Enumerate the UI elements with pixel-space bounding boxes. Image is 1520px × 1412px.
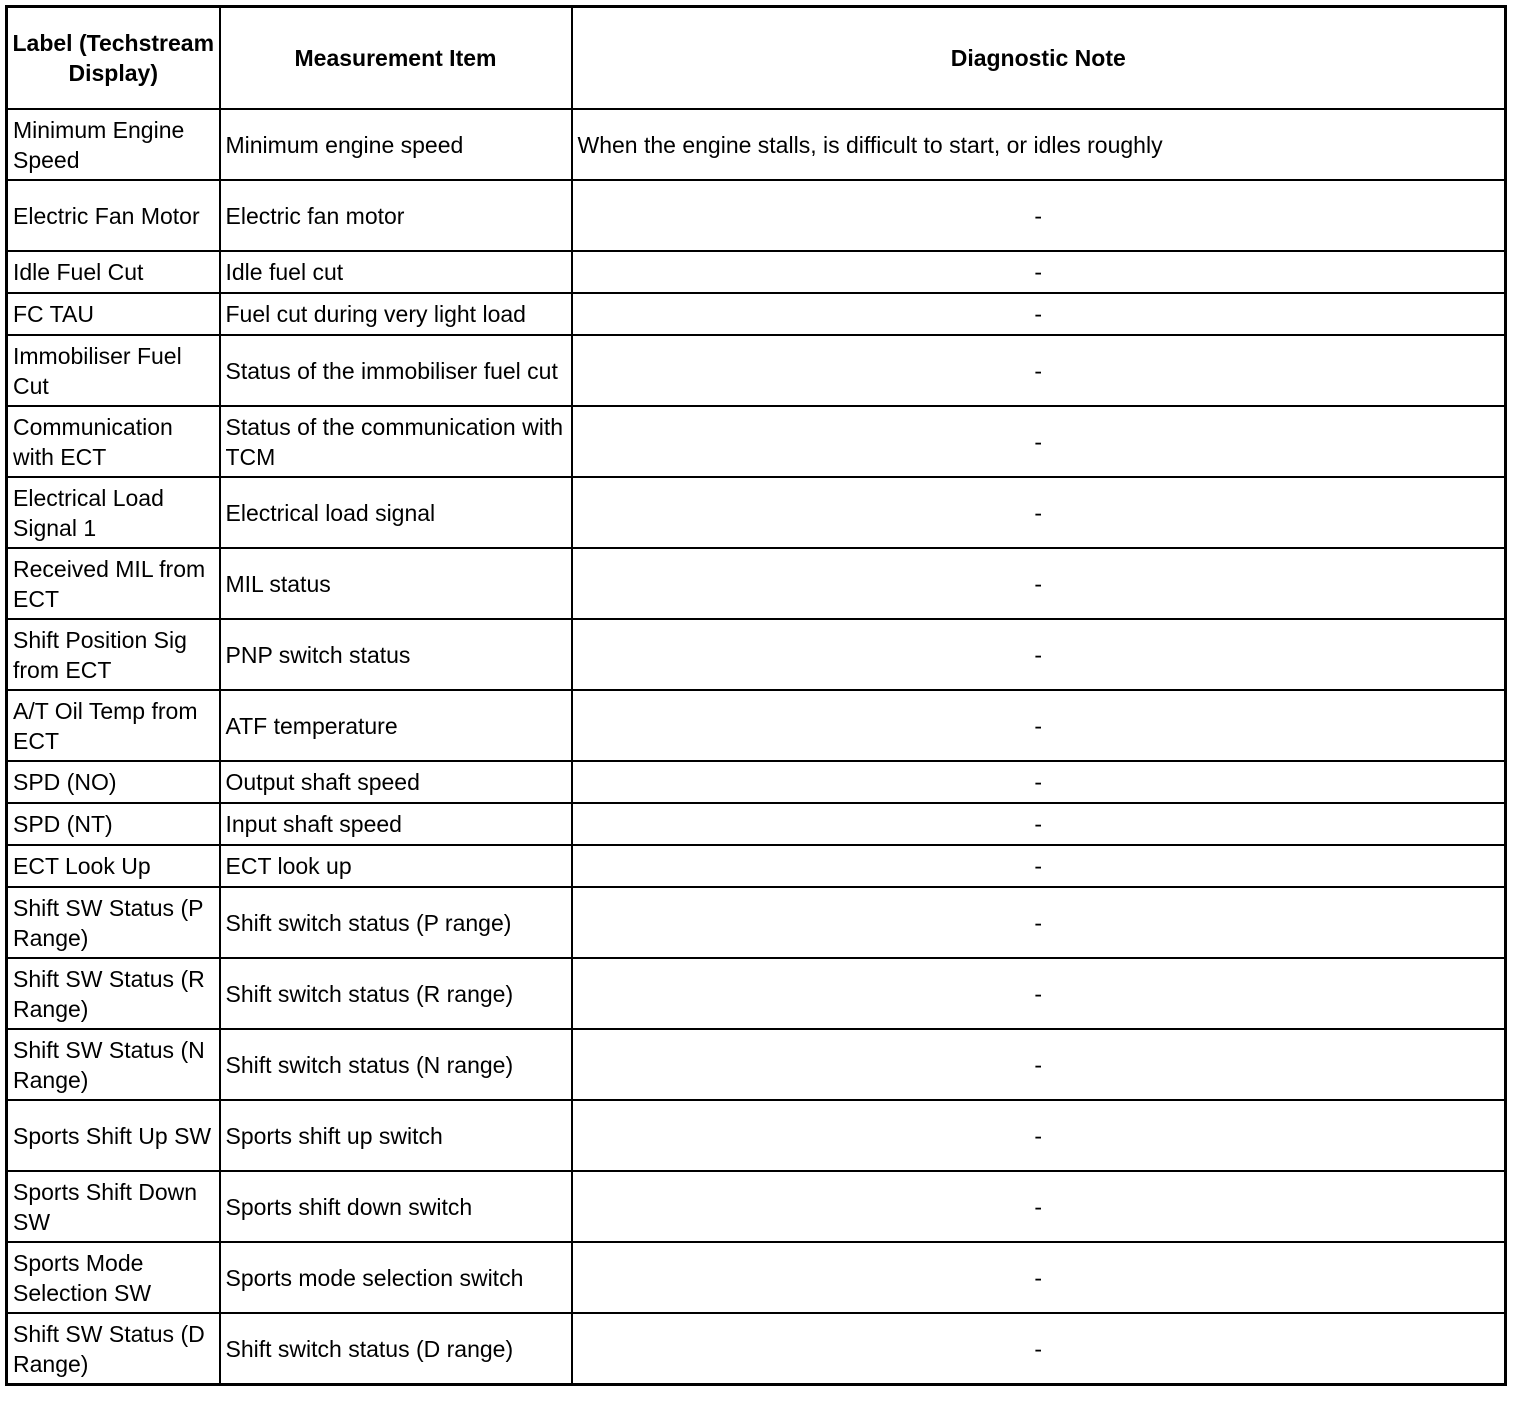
table-row <box>7 958 1506 1029</box>
table-body <box>7 109 1506 1385</box>
cell-note: - <box>572 619 1506 690</box>
table-row <box>7 548 1506 619</box>
header-diagnostic-note: Diagnostic Note <box>572 7 1506 110</box>
table-row <box>7 761 1506 803</box>
table-row <box>7 335 1506 406</box>
table-row <box>7 1313 1506 1385</box>
cell-label: Communication with ECT <box>7 406 220 477</box>
cell-label: Idle Fuel Cut <box>7 251 220 293</box>
table-row <box>7 1171 1506 1242</box>
cell-measurement: Fuel cut during very light load <box>220 293 572 335</box>
cell-measurement: Sports shift down switch <box>220 1171 572 1242</box>
table-row <box>7 477 1506 548</box>
cell-label: Sports Mode Selection SW <box>7 1242 220 1313</box>
cell-label: FC TAU <box>7 293 220 335</box>
cell-measurement: Status of the immobiliser fuel cut <box>220 335 572 406</box>
table-row <box>7 109 1506 180</box>
table-row <box>7 803 1506 845</box>
header-measurement-item: Measurement Item <box>220 7 572 110</box>
cell-note: When the engine stalls, is difficult to start, or idles roughly <box>572 109 1506 180</box>
cell-label: Sports Shift Down SW <box>7 1171 220 1242</box>
cell-note: - <box>572 180 1506 251</box>
cell-measurement: PNP switch status <box>220 619 572 690</box>
cell-measurement: Electric fan motor <box>220 180 572 251</box>
cell-measurement: Shift switch status (N range) <box>220 1029 572 1100</box>
cell-measurement: Status of the communication with TCM <box>220 406 572 477</box>
cell-measurement: Idle fuel cut <box>220 251 572 293</box>
cell-note: - <box>572 803 1506 845</box>
cell-label: Received MIL from ECT <box>7 548 220 619</box>
cell-note: - <box>572 958 1506 1029</box>
cell-label: Shift SW Status (N Range) <box>7 1029 220 1100</box>
cell-note: - <box>572 1029 1506 1100</box>
cell-note: - <box>572 251 1506 293</box>
cell-measurement: Sports shift up switch <box>220 1100 572 1171</box>
table-row <box>7 1100 1506 1171</box>
cell-note: - <box>572 548 1506 619</box>
cell-measurement: Electrical load signal <box>220 477 572 548</box>
table-row <box>7 293 1506 335</box>
cell-note: - <box>572 845 1506 887</box>
cell-measurement: Shift switch status (D range) <box>220 1313 572 1385</box>
table-row <box>7 887 1506 958</box>
cell-label: Shift SW Status (P Range) <box>7 887 220 958</box>
cell-note: - <box>572 1171 1506 1242</box>
cell-note: - <box>572 477 1506 548</box>
cell-note: - <box>572 335 1506 406</box>
table-row <box>7 180 1506 251</box>
cell-label: Shift SW Status (R Range) <box>7 958 220 1029</box>
cell-note: - <box>572 690 1506 761</box>
table-row <box>7 690 1506 761</box>
table-row <box>7 619 1506 690</box>
cell-note: - <box>572 406 1506 477</box>
cell-label: SPD (NT) <box>7 803 220 845</box>
cell-measurement: Input shaft speed <box>220 803 572 845</box>
cell-measurement: Shift switch status (R range) <box>220 958 572 1029</box>
cell-label: Electrical Load Signal 1 <box>7 477 220 548</box>
cell-note: - <box>572 1242 1506 1313</box>
data-list-table <box>5 5 1507 1386</box>
cell-label: Minimum Engine Speed <box>7 109 220 180</box>
cell-label: ECT Look Up <box>7 845 220 887</box>
cell-measurement: ECT look up <box>220 845 572 887</box>
cell-label: SPD (NO) <box>7 761 220 803</box>
cell-note: - <box>572 761 1506 803</box>
cell-label: Shift SW Status (D Range) <box>7 1313 220 1385</box>
cell-label: Sports Shift Up SW <box>7 1100 220 1171</box>
cell-label: Electric Fan Motor <box>7 180 220 251</box>
table-header <box>7 7 1506 110</box>
table-row <box>7 406 1506 477</box>
cell-measurement: ATF temperature <box>220 690 572 761</box>
cell-note: - <box>572 1100 1506 1171</box>
table-row <box>7 251 1506 293</box>
cell-note: - <box>572 293 1506 335</box>
cell-note: - <box>572 1313 1506 1385</box>
cell-measurement: Output shaft speed <box>220 761 572 803</box>
header-row <box>7 7 1506 110</box>
table-row <box>7 1029 1506 1100</box>
cell-measurement: MIL status <box>220 548 572 619</box>
cell-label: Immobiliser Fuel Cut <box>7 335 220 406</box>
cell-measurement: Sports mode selection switch <box>220 1242 572 1313</box>
cell-note: - <box>572 887 1506 958</box>
cell-measurement: Shift switch status (P range) <box>220 887 572 958</box>
cell-measurement: Minimum engine speed <box>220 109 572 180</box>
table-row <box>7 1242 1506 1313</box>
cell-label: A/T Oil Temp from ECT <box>7 690 220 761</box>
cell-label: Shift Position Sig from ECT <box>7 619 220 690</box>
header-label: Label (Techstream Display) <box>7 7 220 110</box>
table-row <box>7 845 1506 887</box>
